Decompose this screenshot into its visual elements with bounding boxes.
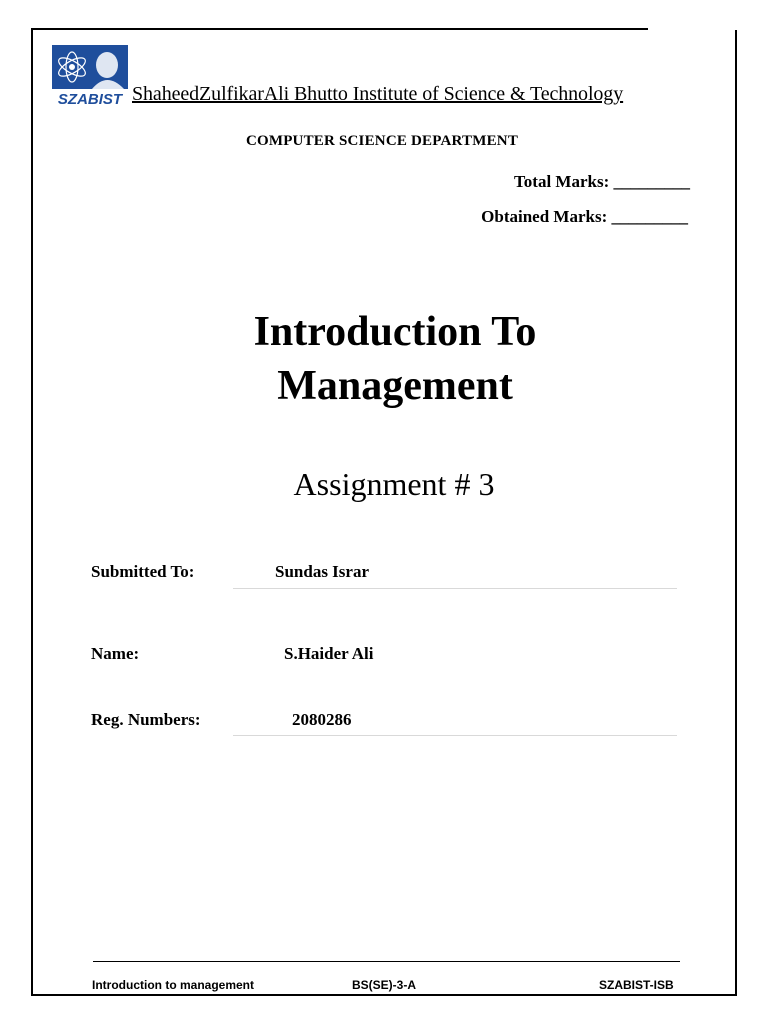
name-label: Name: [91, 644, 140, 663]
department-heading-text: COMPUTER SCIENCE DEPARTMENT [245, 133, 519, 149]
page-border-bottom [31, 994, 737, 996]
reg-number-underline [233, 735, 677, 736]
szabist-logo [52, 45, 128, 107]
footer-course: Introduction to management [92, 978, 254, 992]
assignment-heading-text: Assignment # 3 [293, 466, 495, 502]
assignment-heading [0, 466, 768, 503]
footer-rule [93, 961, 680, 962]
submitted-to-value: Sundas Israr [275, 562, 370, 581]
submitted-to-label: Submitted To: [91, 562, 195, 581]
reg-number-label: Reg. Numbers: [91, 710, 201, 729]
reg-number-value: 2080286 [292, 710, 352, 729]
submitted-to-underline [233, 588, 677, 589]
page-border-right [735, 30, 737, 996]
department-heading [0, 133, 768, 150]
institute-name: ShaheedZulfikarAli Bhutto Institute of Science & Technology [132, 83, 624, 105]
szabist-logo-graphic [52, 45, 128, 107]
document-title-line-1: Introduction To [253, 309, 537, 355]
document-title-line-2: Management [277, 363, 513, 409]
name-value: S.Haider Ali [284, 644, 374, 663]
footer-campus: SZABIST-ISB [599, 978, 674, 992]
page-border-left [31, 28, 33, 996]
page-border-top [31, 28, 648, 30]
obtained-marks: Obtained Marks: _________ [481, 207, 688, 226]
total-marks: Total Marks: _________ [514, 172, 690, 191]
svg-text:SZABIST: SZABIST [57, 91, 123, 107]
document-title [0, 305, 768, 413]
footer-program: BS(SE)-3-A [352, 978, 417, 992]
